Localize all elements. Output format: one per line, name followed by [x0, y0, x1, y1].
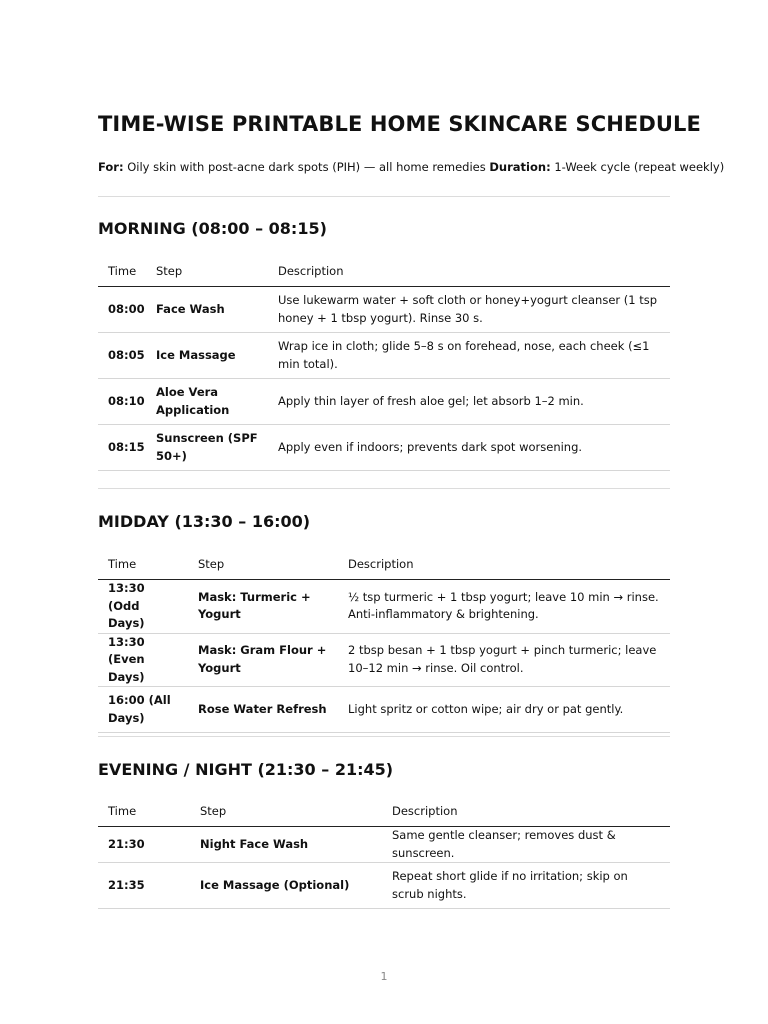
row-step: Ice Massage (Optional)	[190, 863, 382, 909]
row-description: Repeat short glide if no irritation; skip on scrub nights.	[382, 863, 670, 909]
row-description: Wrap ice in cloth; glide 5–8 s on forehead, nose, each cheek (≤1 min total).	[268, 333, 670, 379]
section-title-midday: MIDDAY (13:30 – 16:00)	[98, 512, 311, 531]
row-time: 08:00	[98, 287, 146, 333]
row-time: 08:05	[98, 333, 146, 379]
row-description: Use lukewarm water + soft cloth or honey+yogurt cleanser (1 tsp honey + 1 tbsp yogurt). Rinse 30 s.	[268, 287, 670, 333]
row-time: 16:00 (All Days)	[98, 687, 188, 733]
table-row	[98, 333, 670, 379]
table-header-row	[98, 549, 670, 580]
row-step: Aloe Vera Application	[146, 379, 268, 425]
column-header-time: Time	[98, 549, 188, 580]
row-description: Light spritz or cotton wipe; air dry or pat gently.	[338, 687, 670, 733]
column-header-step: Step	[188, 549, 338, 580]
page-title: TIME-WISE PRINTABLE HOME SKINCARE SCHEDULE	[98, 112, 701, 136]
table-row	[98, 379, 670, 425]
divider	[98, 196, 670, 197]
row-description: Apply thin layer of fresh aloe gel; let absorb 1–2 min.	[268, 379, 670, 425]
column-header-step: Step	[190, 796, 382, 827]
section-title-evening: EVENING / NIGHT (21:30 – 21:45)	[98, 760, 394, 779]
divider	[98, 736, 670, 737]
row-step: Mask: Turmeric + Yogurt	[188, 580, 338, 634]
row-step: Face Wash	[146, 287, 268, 333]
table-header-row	[98, 796, 670, 827]
row-description: Same gentle cleanser; removes dust & sunscreen.	[382, 827, 670, 863]
row-time: 13:30 (Even Days)	[98, 633, 188, 687]
table-row	[98, 580, 670, 634]
schedule-table-morning	[98, 256, 670, 471]
table-row	[98, 827, 670, 863]
row-description: ½ tsp turmeric + 1 tbsp yogurt; leave 10 min → rinse. Anti-inflammatory & brightening.	[338, 580, 670, 634]
row-step: Mask: Gram Flour + Yogurt	[188, 633, 338, 687]
schedule-table-evening	[98, 796, 670, 909]
row-time: 08:10	[98, 379, 146, 425]
row-time: 13:30 (Odd Days)	[98, 580, 188, 634]
column-header-description: Description	[268, 256, 670, 287]
column-header-time: Time	[98, 796, 190, 827]
table-row	[98, 287, 670, 333]
row-time: 08:15	[98, 425, 146, 471]
section-title-morning: MORNING (08:00 – 08:15)	[98, 219, 327, 238]
row-step: Rose Water Refresh	[188, 687, 338, 733]
table-header-row	[98, 256, 670, 287]
column-header-step: Step	[146, 256, 268, 287]
row-step: Night Face Wash	[190, 827, 382, 863]
divider	[98, 488, 670, 489]
for-text: Oily skin with post-acne dark spots (PIH) — all home remedies	[127, 160, 486, 174]
duration-text: 1-Week cycle (repeat weekly)	[554, 160, 725, 174]
row-step: Ice Massage	[146, 333, 268, 379]
table-row	[98, 633, 670, 687]
row-description: 2 tbsp besan + 1 tbsp yogurt + pinch turmeric; leave 10–12 min → rinse. Oil control.	[338, 633, 670, 687]
column-header-description: Description	[382, 796, 670, 827]
table-row	[98, 687, 670, 733]
row-time: 21:35	[98, 863, 190, 909]
row-step: Sunscreen (SPF 50+)	[146, 425, 268, 471]
page-number: 1	[380, 970, 388, 983]
column-header-description: Description	[338, 549, 670, 580]
for-label: For:	[98, 160, 124, 174]
table-row	[98, 863, 670, 909]
row-description: Apply even if indoors; prevents dark spot worsening.	[268, 425, 670, 471]
row-time: 21:30	[98, 827, 190, 863]
table-row	[98, 425, 670, 471]
column-header-time: Time	[98, 256, 146, 287]
duration-label: Duration:	[489, 160, 551, 174]
schedule-table-midday	[98, 549, 670, 733]
document-meta	[98, 160, 724, 174]
